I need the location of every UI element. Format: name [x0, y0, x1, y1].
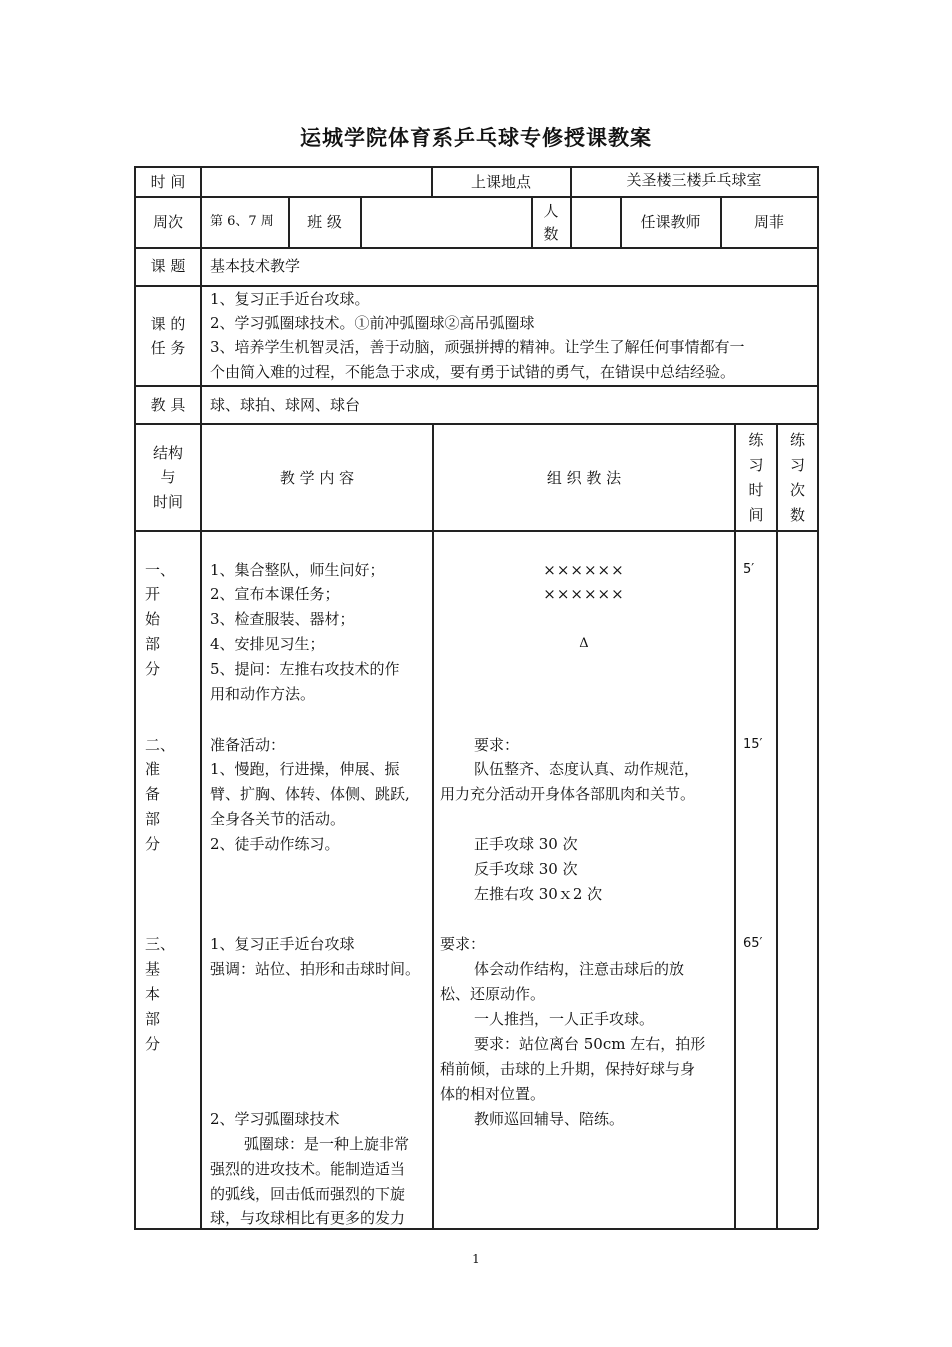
section-2-name-4: 部	[145, 810, 161, 828]
section-3-content2-4: 的弧线，回击低而强烈的下旋	[210, 1185, 406, 1203]
col-count-3: 次	[789, 481, 805, 499]
section-1-content-1: 1、集合整队，师生问好；	[210, 561, 385, 579]
document-title: 运城学院体育系乒乓球专修授课教案	[300, 126, 652, 150]
task-line-2: 2、学习弧圈球技术。①前冲弧圈球②高吊弧圈球	[210, 314, 535, 332]
col-time-2: 习	[748, 456, 764, 474]
section-3-name-4: 部	[145, 1010, 161, 1028]
section-3-method-4: 一人推挡，一人正手攻球。	[474, 1010, 655, 1028]
section-2-content-4: 全身各关节的活动。	[210, 810, 346, 828]
section-2-content-2: 1、慢跑，行进操，伸展、振	[210, 760, 400, 778]
section-1-time: 5′	[743, 562, 755, 577]
teacher-label: 任课教师	[640, 213, 701, 231]
section-1-name-2: 开	[145, 585, 161, 603]
section-2-content-1: 准备活动：	[210, 736, 286, 754]
col-structure-2: 与	[160, 468, 176, 486]
equipment-value: 球、球拍、球网、球台	[210, 396, 361, 414]
location-label: 上课地点	[470, 173, 531, 191]
section-2-name-2: 准	[145, 760, 161, 778]
week-value: 第 6、7 周	[210, 214, 274, 229]
section-1-content-5: 5、提问：左推右攻技术的作	[210, 660, 400, 678]
section-1-name-1: 一、	[145, 561, 176, 579]
section-1-content-6: 用和动作方法。	[210, 685, 316, 703]
col-time-3: 时	[748, 481, 764, 499]
section-3-name-2: 基	[145, 960, 161, 978]
col-count-2: 习	[789, 456, 805, 474]
col-method-header: 组 织 教 法	[546, 469, 622, 487]
section-3-method-7: 体的相对位置。	[440, 1085, 546, 1103]
section-3-content-2: 强调：站位、拍形和击球时间。	[210, 960, 421, 978]
people-label-bottom: 数	[543, 225, 559, 243]
people-label-top: 人	[543, 202, 559, 220]
section-1-content-3: 3、检查服装、器材；	[210, 610, 355, 628]
section-3-method-3: 松、还原动作。	[440, 985, 546, 1003]
section-1-name-4: 部	[145, 635, 161, 653]
section-3-method-8: 教师巡回辅导、陪练。	[474, 1110, 625, 1128]
section-3-method-6: 稍前倾，击球的上升期，保持好球与身	[440, 1060, 696, 1078]
week-label: 周次	[152, 213, 183, 231]
section-3-content2-1: 2、学习弧圈球技术	[210, 1110, 340, 1128]
section-3-time: 65′	[743, 936, 763, 951]
section-3-content-1: 1、复习正手近台攻球	[210, 935, 355, 953]
time-label: 时 间	[150, 173, 186, 191]
section-2-method-1: 要求：	[474, 736, 520, 754]
task-label-2: 任 务	[150, 339, 186, 357]
section-2-name-5: 分	[145, 835, 161, 853]
formation-row-2: ××××××	[543, 585, 625, 603]
section-2-method-2: 队伍整齐、态度认真、动作规范，	[474, 760, 700, 778]
section-2-name-3: 备	[145, 785, 161, 803]
section-3-name-1: 三、	[145, 935, 176, 953]
section-2-name-1: 二、	[145, 736, 176, 754]
col-count-1: 练	[789, 431, 805, 449]
section-2-method-6: 反手攻球 30 次	[474, 860, 578, 878]
col-content-header: 教 学 内 容	[279, 469, 355, 487]
task-line-4: 个由简入难的过程，不能急于求成，要有勇于试错的勇气，在错误中总结经验。	[210, 363, 736, 381]
section-3-method-2: 体会动作结构，注意击球后的放	[474, 960, 685, 978]
section-2-time: 15′	[743, 737, 763, 752]
col-structure-3: 时间	[152, 493, 183, 511]
section-2-content-3: 臂、扩胸、体转、体侧、跳跃,	[210, 785, 410, 803]
teacher-position-marker: Δ	[579, 636, 589, 651]
section-2-content-5: 2、徒手动作练习。	[210, 835, 340, 853]
location-value: 关圣楼三楼乒乓球室	[626, 171, 762, 189]
col-count-4: 数	[789, 506, 805, 524]
section-1-name-5: 分	[145, 660, 161, 678]
section-3-method-5: 要求：站位离台 50cm 左右，拍形	[474, 1035, 706, 1053]
page-number: 1	[472, 1252, 480, 1266]
section-2-method-5: 正手攻球 30 次	[474, 835, 578, 853]
task-line-3: 3、培养学生机智灵活，善于动脑，顽强拼搏的精神。让学生了解任何事情都有一	[210, 338, 745, 356]
col-time-1: 练	[748, 431, 764, 449]
section-3-name-3: 本	[145, 985, 161, 1003]
task-label-1: 课 的	[150, 315, 186, 333]
section-3-content2-5: 球，与攻球相比有更多的发力	[210, 1209, 406, 1227]
teacher-value: 周菲	[753, 213, 784, 231]
task-line-1: 1、复习正手近台攻球。	[210, 290, 370, 308]
col-structure-1: 结构	[152, 444, 183, 462]
section-3-method-1: 要求：	[440, 935, 486, 953]
section-1-content-2: 2、宣布本课任务；	[210, 585, 340, 603]
section-3-content2-2: 弧圈球：是一种上旋非常	[244, 1135, 410, 1153]
topic-value: 基本技术教学	[210, 257, 301, 275]
col-time-4: 间	[748, 506, 764, 524]
section-3-content2-3: 强烈的进攻技术。能制造适当	[210, 1160, 406, 1178]
section-1-name-3: 始	[145, 610, 161, 628]
section-3-name-5: 分	[145, 1035, 161, 1053]
equipment-label: 教 具	[150, 396, 186, 414]
section-1-content-4: 4、安排见习生；	[210, 635, 325, 653]
class-label: 班 级	[307, 213, 342, 231]
topic-label: 课 题	[150, 257, 186, 275]
formation-row-1: ××××××	[543, 561, 625, 579]
section-2-method-7: 左推右攻 30ｘ2 次	[474, 885, 603, 903]
section-2-method-3: 用力充分活动开身体各部肌肉和关节。	[440, 785, 696, 803]
